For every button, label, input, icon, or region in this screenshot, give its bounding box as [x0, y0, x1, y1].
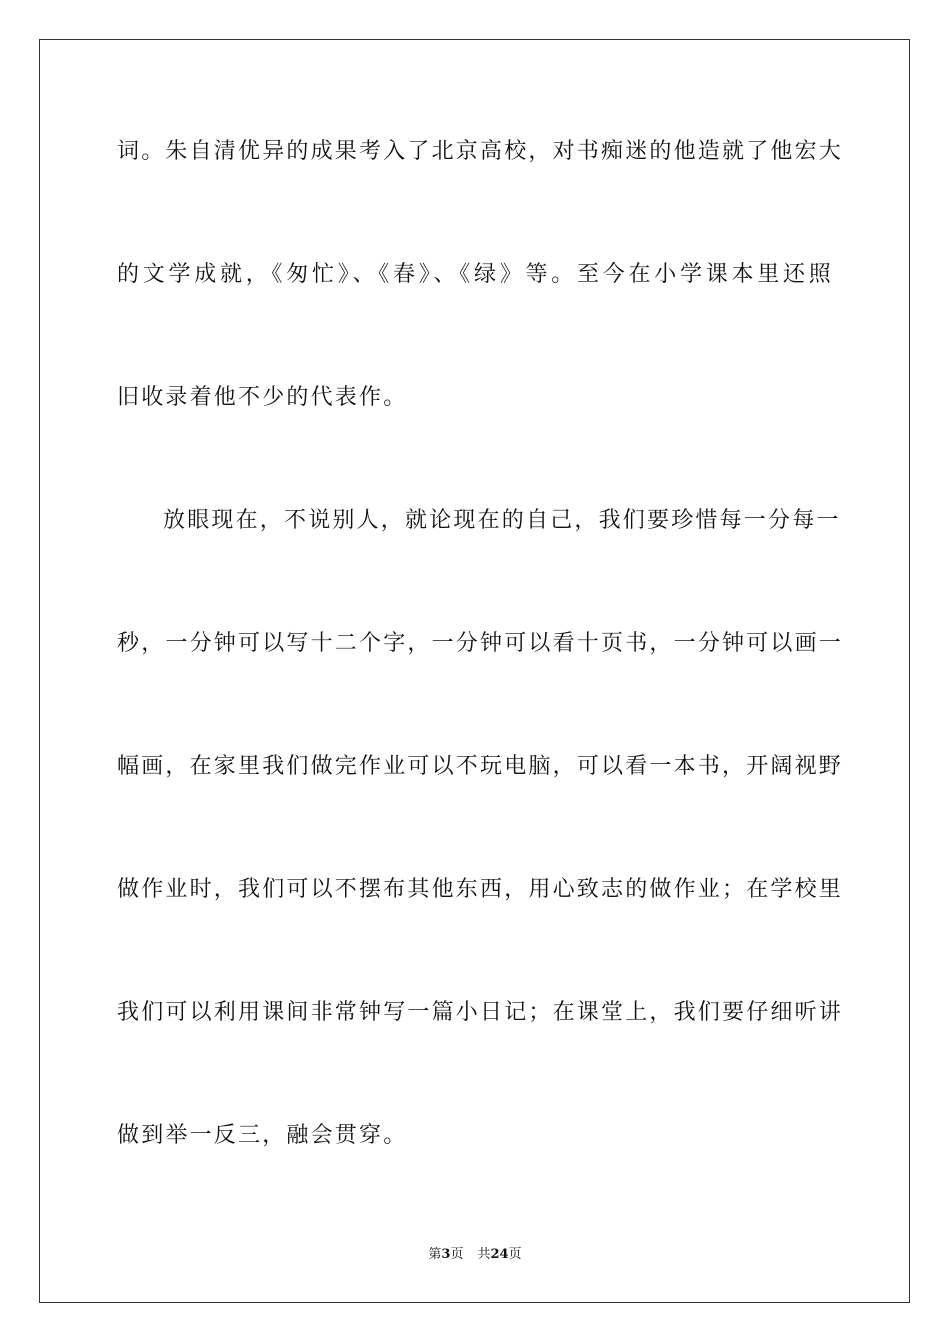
- body-text-line: 做到举一反三，融会贯穿。: [117, 1123, 408, 1148]
- body-text-line: 做作业时，我们可以不摆布其他东西，用心致志的做作业；在学校里: [117, 877, 844, 902]
- page-label-suffix: 页: [450, 1247, 464, 1262]
- page-border: [39, 39, 910, 1303]
- body-text-line: 词。朱自清优异的成果考入了北京高校，对书痴迷的他造就了他宏大: [117, 139, 844, 164]
- body-text-line: 我们可以利用课间非常钟写一篇小日记；在课堂上，我们要仔细听讲: [117, 1000, 844, 1025]
- body-text-line: 幅画，在家里我们做完作业可以不玩电脑，可以看一本书，开阔视野: [117, 754, 844, 779]
- page-label-prefix: 第: [428, 1247, 442, 1262]
- paragraph-first-line: 放眼现在，不说别人，就论现在的自己，我们要珍惜每一分每一: [163, 508, 841, 533]
- body-text-line: 秒，一分钟可以写十二个字，一分钟可以看十页书，一分钟可以画一: [117, 631, 844, 656]
- total-pages: 24: [490, 1247, 509, 1262]
- total-label-suffix: 页: [508, 1247, 522, 1262]
- page-footer: [0, 1246, 950, 1264]
- body-text-line: 旧收录着他不少的代表作。: [117, 385, 408, 410]
- page-number: 3: [441, 1247, 451, 1262]
- total-label-prefix: 共: [477, 1247, 491, 1262]
- body-text-line: 的文学成就，《匆忙》、《春》、《绿》等。至今在小学课本里还照: [117, 262, 833, 287]
